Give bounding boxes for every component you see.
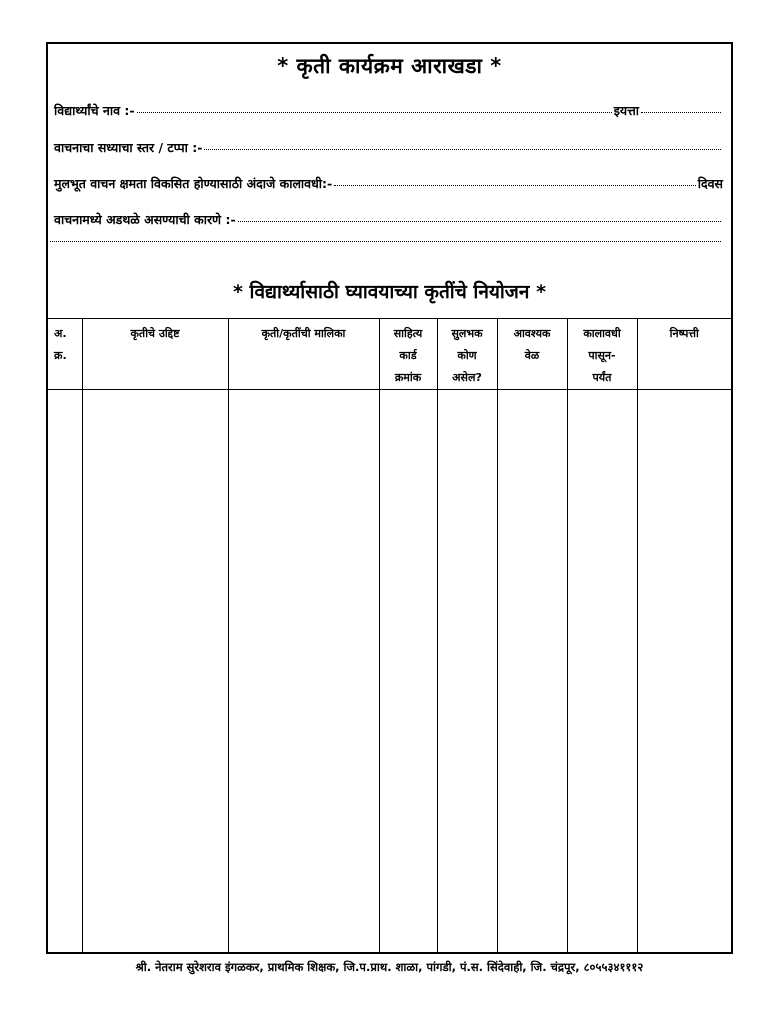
col-objective-header — [82, 319, 228, 390]
col-period-header-line: कालावधी — [583, 327, 621, 340]
plan-title: * विद्यार्थ्यासाठी घ्यावयाच्या कृतींचे नियोजन * — [233, 281, 546, 303]
student-name-row — [54, 102, 723, 119]
col-material-card-header-line: कार्ड — [399, 349, 417, 362]
col-serial-header — [48, 319, 82, 390]
cell-objective[interactable] — [82, 390, 228, 953]
col-time-required-header-line: वेळ — [524, 349, 540, 362]
cell-material-card[interactable] — [379, 390, 437, 953]
col-material-card-header — [379, 319, 437, 390]
cell-time-required[interactable] — [497, 390, 567, 953]
col-period-header-line: पासून- — [588, 349, 616, 362]
col-period-header-line: पर्यंत — [592, 371, 612, 384]
duration-row — [54, 175, 723, 192]
cell-serial[interactable] — [48, 390, 82, 953]
duration-unit: दिवस — [697, 176, 723, 191]
cell-outcome[interactable] — [637, 390, 731, 953]
cell-period[interactable] — [567, 390, 637, 953]
grade-label: इयत्ता — [613, 103, 639, 118]
plan-header-row — [48, 319, 731, 390]
col-material-card-header-line: क्रमांक — [394, 371, 422, 384]
footer-credit: श्री. नेतराम सुरेशराव इंगळकर, प्राथमिक शिक्षक, जि.प.प्राथ. शाळा, पांगडी, पं.स. सिंदेवाही, जि. चंद्रपूर, ८०५५३४१११२ — [135, 960, 644, 974]
plan-table — [48, 318, 731, 952]
cell-activities[interactable] — [228, 390, 379, 953]
plan-body-row — [48, 390, 731, 953]
col-outcome-header — [637, 319, 731, 390]
difficulty-reason-label: वाचनामध्ये अडथळे असण्याची कारणे :- — [54, 212, 236, 227]
duration-field[interactable] — [334, 184, 695, 186]
form-frame — [46, 42, 733, 954]
col-facilitator-header-line: सुलभक — [451, 327, 483, 340]
student-name-label: विद्यार्थ्यांचे नाव :- — [54, 103, 135, 118]
col-period-header — [567, 319, 637, 390]
student-name-field[interactable] — [137, 111, 612, 113]
grade-field[interactable] — [641, 111, 721, 113]
reading-level-field[interactable] — [204, 148, 721, 150]
col-activities-header — [228, 319, 379, 390]
duration-label: मुलभूत वाचन क्षमता विकसित होण्यासाठी अंदाजे कालावधी:- — [54, 176, 333, 191]
col-facilitator-header-line: कोण — [457, 349, 477, 362]
col-facilitator-header-line: असेल? — [452, 371, 482, 384]
form-title: * कृती कार्यक्रम आराखडा * — [277, 54, 502, 78]
difficulty-reason-continuation — [48, 242, 723, 244]
col-time-required-header — [497, 319, 567, 390]
reading-level-row — [54, 139, 723, 156]
reading-level-label: वाचनाचा सध्याचा स्तर / टप्पा :- — [54, 140, 203, 155]
col-objective-header-line: कृतीचे उद्दिष्ट — [130, 327, 180, 340]
col-serial-header-line: अ. — [54, 327, 67, 340]
col-serial-header-line: क्र. — [54, 349, 67, 362]
col-facilitator-header — [437, 319, 497, 390]
col-material-card-header-line: साहित्य — [393, 327, 423, 340]
difficulty-reason-field-2[interactable] — [50, 240, 721, 242]
col-time-required-header-line: आवश्यक — [513, 327, 551, 340]
col-outcome-header-line: निष्पत्ती — [669, 327, 699, 340]
col-activities-header-line: कृती/कृतींची मालिका — [261, 327, 346, 340]
cell-facilitator[interactable] — [437, 390, 497, 953]
difficulty-reason-field[interactable] — [238, 220, 721, 222]
difficulty-reason-row — [54, 211, 723, 228]
